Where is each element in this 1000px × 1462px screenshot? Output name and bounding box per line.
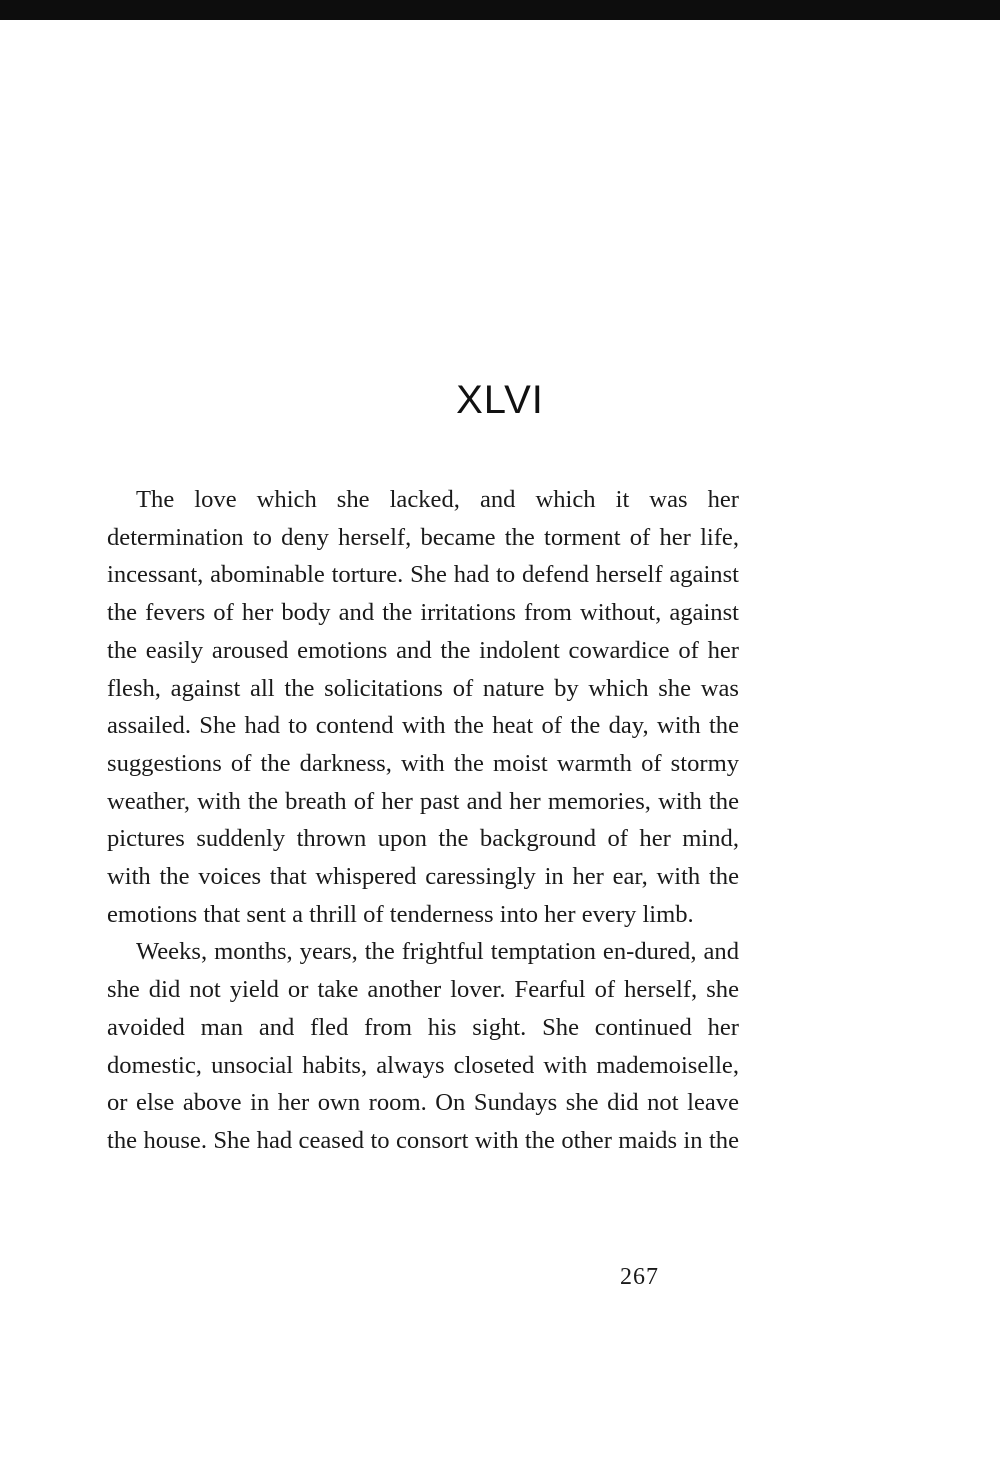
scan-top-edge <box>0 0 1000 20</box>
paragraph-1: The love which she lacked, and which it was her determination to deny herself, became the torment of her life, incessant, abominable torture. She had to defend herself against the fevers of her body and the irritations from without, against the easily aroused emotions and the indolent cowardice of her flesh, against all the solicitations of nature by which she was assailed. She had to contend with the heat of the day, with the suggestions of the darkness, with the moist warmth of stormy weather, with the breath of her past and her memories, with the pictures suddenly thrown upon the background of her mind, with the voices that whispered caressingly in her ear, with the emotions that sent a thrill of tenderness into her every limb. <box>107 486 739 928</box>
chapter-heading: XLVI <box>456 378 544 422</box>
page-number: 267 <box>620 1264 659 1290</box>
paragraph-2: Weeks, months, years, the frightful temptation en-dured, and she did not yield or take another lover. Fearful of herself, she avoided man and fled from his sight. She continued her domestic, unsocial habits, always closeted with mademoiselle, or else above in her own room. On Sundays she did not leave the house. She had ceased to consort with the other maids in the <box>107 938 739 1154</box>
body-text <box>107 481 739 1160</box>
